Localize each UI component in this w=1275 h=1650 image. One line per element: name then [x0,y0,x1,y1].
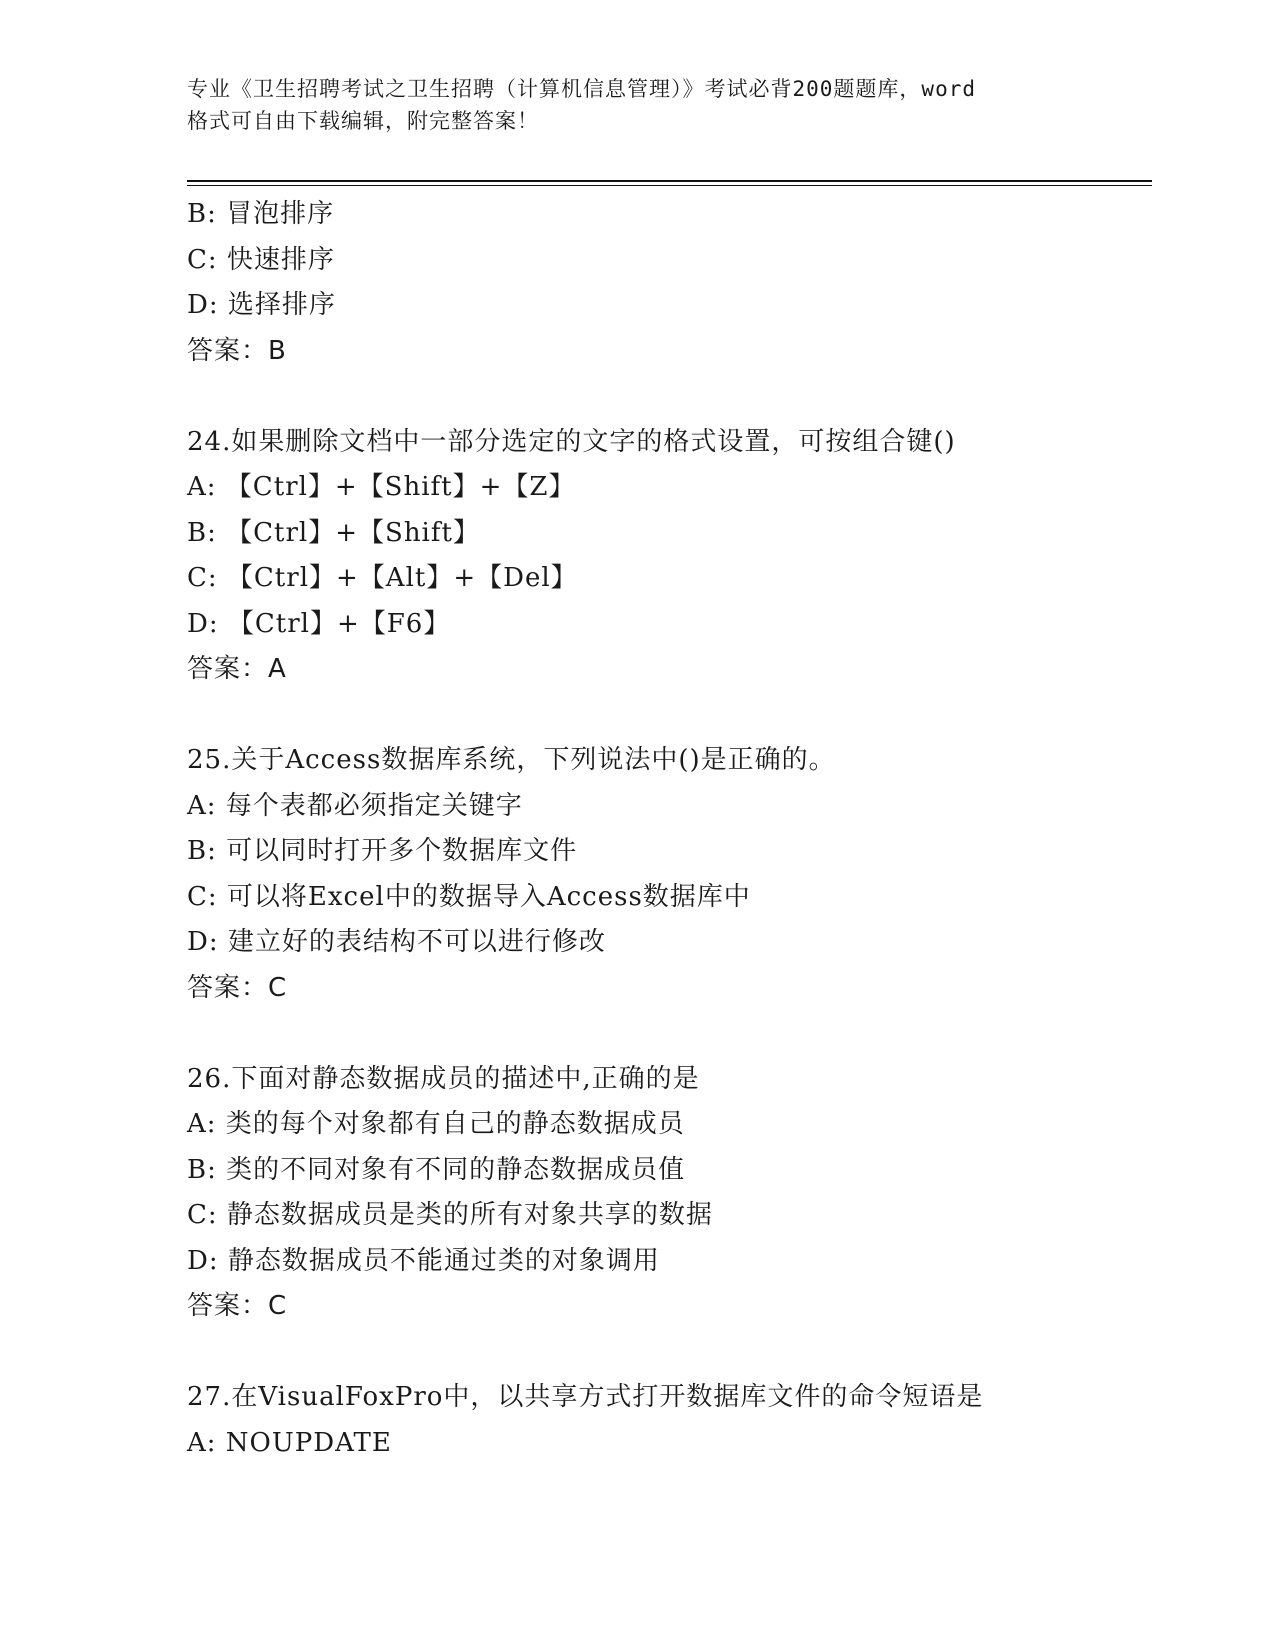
option-d: D: 建立好的表结构不可以进行修改 [187,927,606,957]
option-d: D: 【Ctrl】+【F6】 [187,608,451,639]
header-divider-thin [187,185,1152,186]
option-a: A: NOUPDATE [187,1427,392,1458]
spacer [187,693,1147,739]
option-b: B: 可以同时打开多个数据库文件 [187,836,578,866]
question-text: 24.如果删除文档中一部分选定的文字的格式设置，可按组合键() [187,426,956,457]
document-header [187,73,1087,137]
option-d: D: 静态数据成员不能通过类的对象调用 [187,1245,660,1276]
option-c: C: 快速排序 [187,244,335,275]
answer: 答案：B [187,335,287,366]
option-b: B: 冒泡排序 [187,199,335,229]
spacer [187,1330,1147,1376]
question-text: 25.关于Access数据库系统，下列说法中()是正确的。 [187,745,836,775]
question-26 [187,1057,1147,1330]
header-divider-thick [187,180,1152,182]
answer: 答案：C [187,972,288,1003]
question-27 [187,1375,1147,1466]
answer: 答案：C [187,1291,288,1321]
option-a: A: 【Ctrl】+【Shift】+【Z】 [187,472,576,502]
question-23 [187,192,1147,374]
answer: 答案：A [187,654,287,684]
header-line-1: 专业《卫生招聘考试之卫生招聘（计算机信息管理）》考试必背200题题库，word [187,77,976,101]
header-line-2: 格式可自由下载编辑，附完整答案！ [187,109,539,133]
question-text: 26.下面对静态数据成员的描述中,正确的是 [187,1063,700,1094]
option-c: C: 静态数据成员是类的所有对象共享的数据 [187,1200,713,1230]
question-list [187,192,1147,1466]
spacer [187,1011,1147,1057]
option-c: C: 【Ctrl】+【Alt】+【Del】 [187,563,578,593]
option-d: D: 选择排序 [187,290,336,320]
option-c: C: 可以将Excel中的数据导入Access数据库中 [187,881,751,912]
question-text: 27.在VisualFoxPro中，以共享方式打开数据库文件的命令短语是 [187,1382,984,1412]
option-b: B: 类的不同对象有不同的静态数据成员值 [187,1154,686,1185]
option-a: A: 类的每个对象都有自己的静态数据成员 [187,1109,685,1139]
spacer [187,374,1147,420]
question-24 [187,420,1147,693]
option-a: A: 每个表都必须指定关键字 [187,790,523,821]
option-b: B: 【Ctrl】+【Shift】 [187,517,480,548]
question-25 [187,738,1147,1011]
